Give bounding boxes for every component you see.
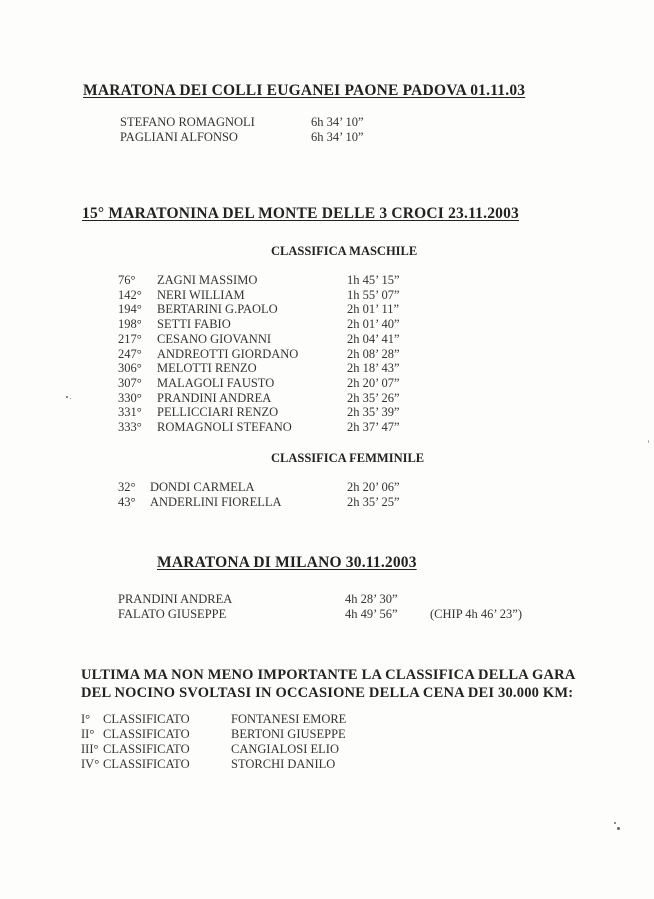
- male-row-position: 194°: [118, 302, 142, 317]
- colli-row-2-time: 6h 34’ 10”: [311, 130, 364, 144]
- nocino-row-rank: III°: [81, 742, 99, 756]
- male-row-name: NERI WILLIAM: [157, 287, 245, 302]
- colli-euganei-title: MARATONA DEI COLLI EUGANEI PAONE PADOVA 01.11.03: [83, 82, 526, 99]
- nocino-row-name: BERTONI GIUSEPPE: [231, 727, 346, 741]
- male-row-position: 198°: [118, 317, 142, 332]
- scan-speck: [648, 440, 649, 443]
- colli-row-1-name: STEFANO ROMAGNOLI: [120, 115, 255, 129]
- nocino-row-label: CLASSIFICATO: [103, 742, 190, 756]
- female-row-time: 2h 20’ 06”: [347, 480, 400, 494]
- male-row-name: ROMAGNOLI STEFANO: [157, 420, 292, 434]
- male-row-position: 217°: [118, 331, 142, 346]
- nocino-title-line-2: DEL NOCINO SVOLTASI IN OCCASIONE DELLA CENA DEI 30.000 KM:: [81, 685, 574, 701]
- male-row-name: MELOTTI RENZO: [157, 361, 257, 376]
- scan-speck: [617, 827, 620, 830]
- milano-row-1-name: PRANDINI ANDREA: [118, 592, 233, 606]
- colli-row-1-time: 6h 34’ 10”: [311, 115, 364, 129]
- male-row-time: 2h 37’ 47”: [347, 420, 400, 434]
- male-row-time: 2h 35’ 39”: [347, 405, 400, 420]
- male-row-position: 142°: [118, 287, 142, 302]
- male-row-position: 247°: [118, 346, 142, 361]
- male-row-name: PRANDINI ANDREA: [157, 390, 272, 405]
- male-row-position: 333°: [118, 420, 142, 434]
- female-row-time: 2h 35’ 25”: [347, 495, 400, 509]
- male-row-name: PELLICCIARI RENZO: [157, 405, 279, 420]
- milano-row-2-name: FALATO GIUSEPPE: [118, 607, 227, 621]
- male-row-position: 331°: [118, 405, 142, 420]
- male-row-position: 307°: [118, 375, 142, 390]
- male-row-position: 76°: [118, 273, 136, 287]
- colli-row-2-name: PAGLIANI ALFONSO: [120, 130, 238, 144]
- male-row-name: SETTI FABIO: [157, 317, 231, 332]
- monte-3-croci-title: 15° MARATONINA DEL MONTE DELLE 3 CROCI 23.11.2003: [82, 205, 519, 222]
- male-row-name: ANDREOTTI GIORDANO: [157, 346, 299, 361]
- nocino-row-label: CLASSIFICATO: [103, 757, 190, 771]
- scan-speck: [614, 822, 616, 824]
- female-row-position: 43°: [118, 495, 136, 509]
- male-ranking-heading: CLASSIFICA MASCHILE: [271, 244, 418, 258]
- female-row-position: 32°: [118, 480, 136, 494]
- female-row-name: ANDERLINI FIORELLA: [150, 495, 282, 509]
- male-row-name: BERTARINI G.PAOLO: [157, 302, 278, 317]
- nocino-row-name: FONTANESI EMORE: [231, 712, 347, 726]
- nocino-row-rank: I°: [81, 712, 91, 726]
- nocino-row-rank: IV°: [81, 757, 100, 771]
- milano-title: MARATONA DI MILANO 30.11.2003: [157, 554, 417, 571]
- nocino-row-name: CANGIALOSI ELIO: [231, 742, 339, 756]
- male-row-time: 1h 45’ 15”: [347, 273, 400, 287]
- female-row-name: DONDI CARMELA: [150, 480, 255, 494]
- milano-row-2-chip-note: (CHIP 4h 46’ 23”): [430, 607, 522, 621]
- nocino-row-name: STORCHI DANILO: [231, 757, 336, 771]
- male-row-time: 2h 08’ 28”: [347, 346, 400, 361]
- male-row-time: 2h 04’ 41”: [347, 331, 400, 346]
- male-row-time: 2h 18’ 43”: [347, 361, 400, 376]
- male-row-time: 2h 35’ 26”: [347, 390, 400, 405]
- nocino-title-line-1: ULTIMA MA NON MENO IMPORTANTE LA CLASSIFICA DELLA GARA: [81, 667, 576, 683]
- male-row-time: 2h 20’ 07”: [347, 375, 400, 390]
- male-row-name: ZAGNI MASSIMO: [157, 273, 258, 287]
- male-row-time: 2h 01’ 11”: [347, 302, 400, 317]
- scan-speck: [66, 396, 68, 398]
- male-row-name: MALAGOLI FAUSTO: [157, 375, 275, 390]
- male-row-position: 306°: [118, 361, 142, 376]
- milano-row-2-time: 4h 49’ 56”: [345, 607, 398, 621]
- male-row-name: CESANO GIOVANNI: [157, 331, 272, 346]
- male-row-position: 330°: [118, 390, 142, 405]
- male-row-time: 2h 01’ 40”: [347, 317, 400, 332]
- male-row-time: 1h 55’ 07”: [347, 287, 400, 302]
- scan-speck: [70, 398, 71, 399]
- nocino-row-rank: II°: [81, 727, 95, 741]
- nocino-row-label: CLASSIFICATO: [103, 727, 190, 741]
- nocino-row-label: CLASSIFICATO: [103, 712, 190, 726]
- female-ranking-heading: CLASSIFICA FEMMINILE: [271, 451, 425, 465]
- milano-row-1-time: 4h 28’ 30”: [345, 592, 398, 606]
